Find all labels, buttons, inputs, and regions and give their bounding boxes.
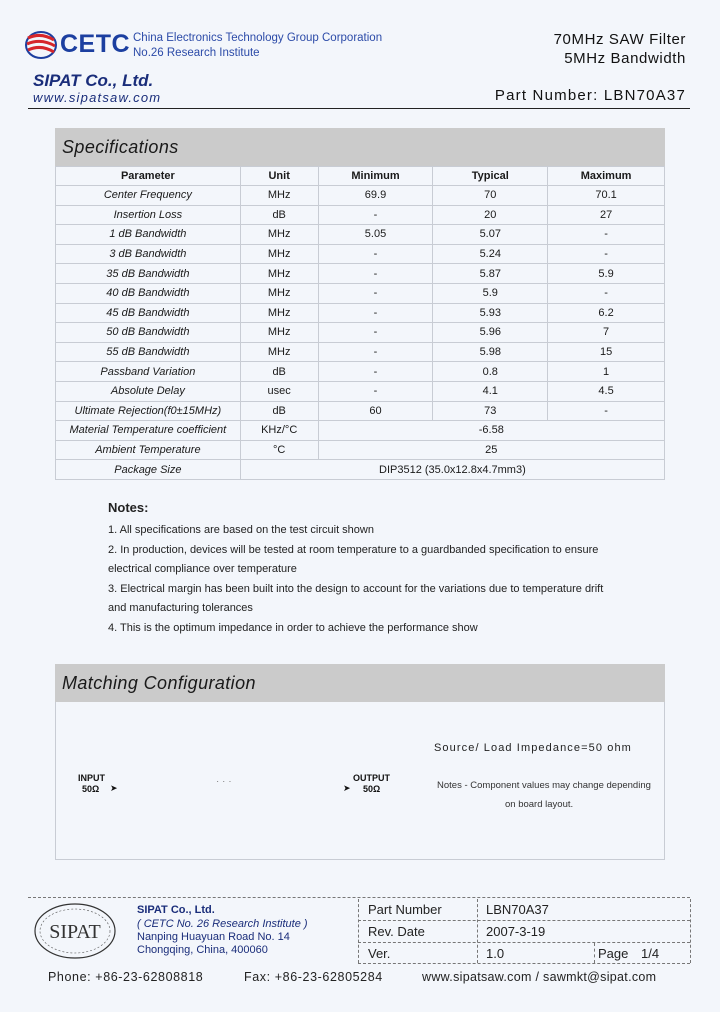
column-header: Maximum <box>548 167 665 186</box>
min-cell: - <box>318 205 433 225</box>
column-header: Unit <box>240 167 318 186</box>
input-port <box>78 773 105 795</box>
footer-grid-line <box>690 899 691 963</box>
footer-rev-date-value: 2007-3-19 <box>486 924 546 939</box>
document-header <box>0 0 720 112</box>
corporation-name: China Electronics Technology Group Corporation <box>133 32 383 44</box>
output-port <box>353 773 390 795</box>
param-cell: Center Frequency <box>56 186 241 206</box>
table-row <box>56 244 665 264</box>
max-cell: 7 <box>548 323 665 343</box>
param-cell: Package Size <box>56 460 241 480</box>
unit-cell: dB <box>240 205 318 225</box>
footer-part-number-value: LBN70A37 <box>486 902 549 917</box>
part-number-heading: Part Number: LBN70A37 <box>494 87 686 104</box>
arrow-right-icon: ➤ <box>343 783 351 793</box>
source-load-impedance: Source/ Load Impedance=50 ohm <box>434 742 632 754</box>
footer-grid-line <box>358 920 690 921</box>
footer-version-value: 1.0 <box>486 946 505 961</box>
note-line: 1. All specifications are based on the test circuit shown <box>108 524 374 536</box>
typ-cell: 5.9 <box>433 283 548 303</box>
min-cell: - <box>318 342 433 362</box>
footer-fax: Fax: +86-23-62805284 <box>244 970 383 984</box>
param-cell: Passband Variation <box>56 362 241 382</box>
unit-cell: MHz <box>240 283 318 303</box>
min-cell: 60 <box>318 401 433 421</box>
component-note: Notes - Component values may change depending <box>437 780 651 791</box>
min-cell: - <box>318 244 433 264</box>
table-row-merged <box>56 440 665 460</box>
param-cell: 40 dB Bandwidth <box>56 283 241 303</box>
component-note-continued: on board layout. <box>505 799 574 810</box>
typ-cell: 5.98 <box>433 342 548 362</box>
table-row <box>56 401 665 421</box>
unit-cell: MHz <box>240 186 318 206</box>
product-title: 70MHz SAW Filter <box>553 31 686 48</box>
notes-title: Notes: <box>108 500 149 515</box>
param-cell: Ultimate Rejection(f0±15MHz) <box>56 401 241 421</box>
param-cell: 1 dB Bandwidth <box>56 225 241 245</box>
column-header: Parameter <box>56 167 241 186</box>
footer-address-line2: Chongqing, China, 400060 <box>137 944 268 956</box>
unit-cell: MHz <box>240 323 318 343</box>
max-cell: 5.9 <box>548 264 665 284</box>
max-cell: - <box>548 283 665 303</box>
note-line: 2. In production, devices will be tested at room temperature to a guardbanded specification to ensure <box>108 543 599 556</box>
footer-phone: Phone: +86-23-62808818 <box>48 970 204 984</box>
table-row <box>56 186 665 206</box>
typ-cell: 70 <box>433 186 548 206</box>
table-row <box>56 225 665 245</box>
column-header: Typical <box>433 167 548 186</box>
min-cell: 5.05 <box>318 225 433 245</box>
table-row <box>56 362 665 382</box>
table-row <box>56 205 665 225</box>
footer-grid-line <box>358 942 690 943</box>
unit-cell: MHz <box>240 303 318 323</box>
section-title: Matching Configuration <box>55 664 665 702</box>
param-cell: 55 dB Bandwidth <box>56 342 241 362</box>
param-cell: Ambient Temperature <box>56 440 241 460</box>
max-cell: 1 <box>548 362 665 382</box>
institute-name: No.26 Research Institute <box>133 47 260 59</box>
value-cell: 25 <box>318 440 664 460</box>
unit-cell: °C <box>240 440 318 460</box>
specifications-table <box>55 166 665 480</box>
param-cell: 3 dB Bandwidth <box>56 244 241 264</box>
table-row <box>56 381 665 401</box>
unit-cell: MHz <box>240 264 318 284</box>
typ-cell: 20 <box>433 205 548 225</box>
footer-grid-line <box>358 899 359 963</box>
footer-rev-date-label: Rev. Date <box>368 924 425 939</box>
circuit-diagram: ⋅⋅⋅ <box>216 777 235 788</box>
sipat-seal-icon <box>30 900 120 962</box>
unit-cell: MHz <box>240 225 318 245</box>
unit-cell: KHz/°C <box>240 421 318 441</box>
param-cell: 45 dB Bandwidth <box>56 303 241 323</box>
column-header: Minimum <box>318 167 433 186</box>
table-row <box>56 283 665 303</box>
footer-grid-line <box>477 899 478 963</box>
seal-text: SIPAT <box>49 921 101 943</box>
table-row-package <box>56 460 665 480</box>
max-cell: 4.5 <box>548 381 665 401</box>
max-cell: - <box>548 401 665 421</box>
company-name: SIPAT Co., Ltd. <box>33 71 154 90</box>
specifications-table-body <box>56 186 665 480</box>
value-cell: DIP3512 (35.0x12.8x4.7mm3) <box>240 460 664 480</box>
footer-address-line1: Nanping Huayuan Road No. 14 <box>137 931 290 943</box>
input-label: INPUT <box>78 773 105 783</box>
footer-web-email[interactable]: www.sipatsaw.com / sawmkt@sipat.com <box>422 970 657 984</box>
note-line: electrical compliance over temperature <box>108 563 297 575</box>
min-cell: - <box>318 362 433 382</box>
output-label: OUTPUT <box>353 773 390 783</box>
param-cell: 50 dB Bandwidth <box>56 323 241 343</box>
typ-cell: 0.8 <box>433 362 548 382</box>
header-divider <box>28 108 690 109</box>
max-cell: 70.1 <box>548 186 665 206</box>
min-cell: - <box>318 381 433 401</box>
typ-cell: 5.07 <box>433 225 548 245</box>
value-cell: -6.58 <box>318 421 664 441</box>
product-subtitle: 5MHz Bandwidth <box>564 50 686 67</box>
min-cell: - <box>318 323 433 343</box>
note-line: and manufacturing tolerances <box>108 602 253 614</box>
note-line: 3. Electrical margin has been built into the design to account for the variations due to temperature drift <box>108 582 604 595</box>
specifications-section <box>55 128 665 480</box>
footer-page-number: 1/4 <box>641 946 660 961</box>
min-cell: - <box>318 283 433 303</box>
unit-cell: dB <box>240 362 318 382</box>
max-cell: 15 <box>548 342 665 362</box>
unit-cell: dB <box>240 401 318 421</box>
min-cell: - <box>318 303 433 323</box>
max-cell: 6.2 <box>548 303 665 323</box>
logo-wordmark: CETC <box>60 30 131 58</box>
max-cell: - <box>548 244 665 264</box>
section-title: Specifications <box>55 128 665 166</box>
typ-cell: 73 <box>433 401 548 421</box>
min-cell: 69.9 <box>318 186 433 206</box>
param-cell: Absolute Delay <box>56 381 241 401</box>
unit-cell: MHz <box>240 342 318 362</box>
max-cell: - <box>548 225 665 245</box>
table-row <box>56 264 665 284</box>
matching-section <box>55 664 665 860</box>
unit-cell: MHz <box>240 244 318 264</box>
company-website[interactable]: www.sipatsaw.com <box>33 90 162 105</box>
typ-cell: 5.24 <box>433 244 548 264</box>
table-row <box>56 323 665 343</box>
arrow-right-icon: ➤ <box>110 783 118 793</box>
table-row <box>56 342 665 362</box>
footer-institute: ( CETC No. 26 Research Institute ) <box>137 918 308 930</box>
footer-page-label: Page <box>598 946 629 961</box>
table-row-merged <box>56 421 665 441</box>
footer-company: SIPAT Co., Ltd. <box>137 904 215 916</box>
typ-cell: 4.1 <box>433 381 548 401</box>
footer-version-label: Ver. <box>368 946 391 961</box>
footer-part-number-label: Part Number <box>368 902 442 917</box>
unit-cell: usec <box>240 381 318 401</box>
param-cell: Insertion Loss <box>56 205 241 225</box>
footer-grid-line <box>358 963 690 964</box>
footer-grid-line <box>594 943 595 963</box>
typ-cell: 5.87 <box>433 264 548 284</box>
footer-divider <box>28 897 690 898</box>
param-cell: 35 dB Bandwidth <box>56 264 241 284</box>
input-impedance: 50Ω <box>82 784 100 794</box>
max-cell: 27 <box>548 205 665 225</box>
output-impedance: 50Ω <box>363 784 381 794</box>
typ-cell: 5.93 <box>433 303 548 323</box>
notes-block <box>108 500 648 638</box>
table-row <box>56 303 665 323</box>
table-header-row <box>56 167 665 186</box>
typ-cell: 5.96 <box>433 323 548 343</box>
min-cell: - <box>318 264 433 284</box>
note-line: 4. This is the optimum impedance in order to achieve the performance show <box>108 621 478 634</box>
param-cell: Material Temperature coefficient <box>56 421 241 441</box>
cetc-logo-icon <box>24 28 58 62</box>
